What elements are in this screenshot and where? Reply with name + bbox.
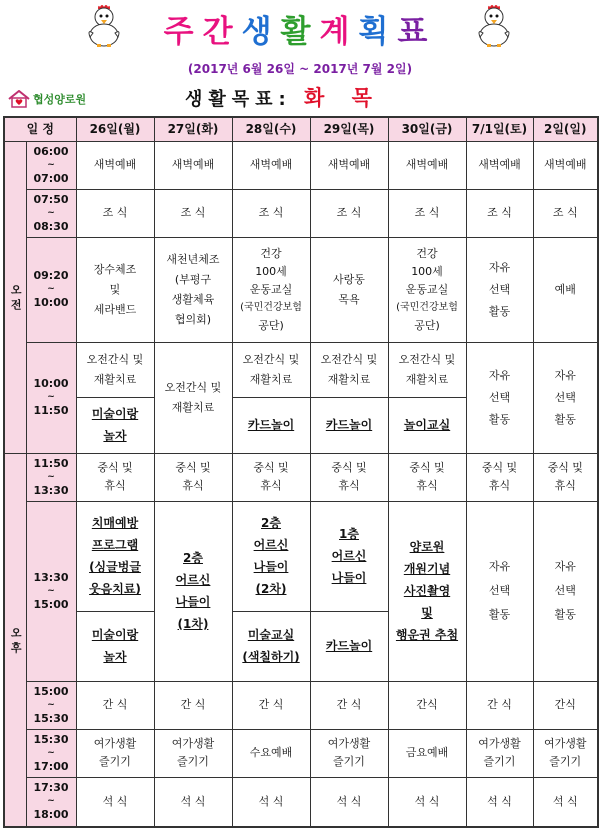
date-header: 일 정 (4, 117, 76, 141)
title-char: 간 (202, 14, 242, 50)
line: 재활치료 (249, 372, 293, 386)
line: 공단) (258, 318, 284, 332)
time-end: 15:00 (33, 597, 69, 611)
activity-cell (533, 453, 598, 501)
org-name: 협성양로원 (33, 93, 87, 106)
line: 활동 (488, 412, 511, 426)
activity-cell: 석 식 (533, 777, 598, 827)
line: 미술이랑 (91, 407, 139, 422)
activity-cell (232, 342, 310, 453)
activity-cell (310, 501, 388, 681)
line: 오전간식 및 (398, 352, 456, 366)
line: (국민건강보험 (240, 301, 302, 313)
line: 카드놀이 (247, 418, 295, 433)
line: 중식 및 (547, 461, 583, 474)
line: 예배 (554, 282, 576, 296)
activity-cell (76, 501, 154, 681)
activity-cell: 석 식 (310, 777, 388, 827)
cell-bottom (311, 611, 388, 680)
line: 목욕 (338, 292, 360, 306)
line: 1층 (339, 527, 359, 542)
time-end: 07:00 (33, 171, 69, 185)
weekly-schedule-table (3, 116, 599, 828)
time-slot: 10:00 ~ 11:50 (26, 342, 76, 453)
activity-cell: 조 식 (466, 189, 533, 237)
activity-cell: 수요예배 (232, 729, 310, 777)
cell-bottom (77, 611, 154, 680)
line: 개원기념 (403, 562, 451, 576)
activity-cell: 조 식 (310, 189, 388, 237)
line: 2층 (261, 516, 281, 531)
line: 휴식 (260, 479, 282, 492)
activity-cell (232, 237, 310, 342)
activity-cell: 석 식 (76, 777, 154, 827)
activity-cell (533, 342, 598, 453)
cell-bottom (77, 397, 154, 453)
line: 중식 및 (97, 461, 133, 474)
line: 재활치료 (171, 400, 215, 414)
line: 공단) (414, 318, 440, 332)
day-header: 27일(화) (154, 117, 232, 141)
line: 즐기기 (99, 755, 131, 768)
line: 중식 및 (331, 461, 367, 474)
day-header: 7/1일(토) (466, 117, 533, 141)
activity-cell (232, 501, 310, 681)
title-char: 활 (280, 14, 320, 50)
page-title (0, 6, 600, 50)
line: 어르신 (253, 538, 289, 553)
activity-cell: 새벽예배 (388, 141, 466, 189)
line: 자유 (554, 560, 576, 573)
time-end: 11:50 (33, 404, 69, 417)
cell-bottom (389, 397, 466, 453)
line: (1차) (177, 617, 209, 631)
cell-top (233, 343, 310, 398)
line: 즐기기 (483, 755, 516, 768)
time-end: 13:30 (33, 483, 69, 497)
line: 놀자 (103, 429, 127, 444)
schedule-period: (2017년 6월 26일 ~ 2017년 7월 2일) (187, 62, 413, 76)
time-start: 15:30 (33, 732, 69, 746)
activity-cell (310, 729, 388, 777)
activity-cell: 조 식 (388, 189, 466, 237)
cell-top (389, 343, 466, 398)
line: 휴식 (182, 479, 204, 492)
activity-cell: 간 식 (310, 681, 388, 729)
day-header: 28일(수) (232, 117, 310, 141)
line: (색칠하기) (242, 650, 300, 665)
activity-cell: 새벽예배 (310, 141, 388, 189)
line: 치매예방 (91, 516, 139, 531)
line: 건강 (416, 246, 438, 260)
line: 즐기기 (549, 755, 582, 768)
line: 및 (109, 282, 121, 296)
table-row (4, 342, 598, 453)
table-row (4, 237, 598, 342)
line: 나들이 (175, 595, 211, 609)
cell-top (311, 502, 388, 612)
line: 즐기기 (333, 755, 365, 768)
activity-cell (533, 237, 598, 342)
line: 선택 (488, 282, 511, 296)
line: (싱글벙글 (89, 560, 141, 575)
line: 놀이교실 (403, 418, 451, 433)
title-char: 획 (358, 14, 398, 50)
house-heart-icon (8, 90, 30, 108)
line: 카드놀이 (325, 418, 373, 433)
line: 나들이 (253, 560, 289, 575)
line: 협의회) (174, 312, 212, 326)
line: 활동 (554, 608, 576, 621)
line: 재활치료 (327, 372, 371, 386)
activity-cell (466, 729, 533, 777)
time-start: 07:50 (33, 192, 69, 206)
line: 사진촬영 (403, 584, 451, 598)
cell-top (77, 343, 154, 398)
activity-cell: 새벽예배 (232, 141, 310, 189)
time-start: 10:00 (33, 377, 69, 390)
day-header: 2일(일) (533, 117, 598, 141)
activity-cell: 새벽예배 (76, 141, 154, 189)
org-logo (8, 89, 86, 109)
morning-label (4, 141, 26, 453)
activity-cell (388, 237, 466, 342)
title-char: 주 (163, 14, 203, 50)
line: 자유 (488, 560, 511, 573)
cell-top (77, 502, 154, 612)
day-header: 26일(월) (76, 117, 154, 141)
line: 미술교실 (247, 628, 295, 643)
time-start: 13:30 (33, 570, 69, 584)
afternoon-label-text: 오 후 (9, 626, 23, 653)
time-start: 15:00 (33, 684, 69, 698)
time-end: 08:30 (33, 219, 69, 233)
activity-cell (388, 501, 466, 681)
time-start: 17:30 (33, 781, 69, 795)
line: 휴식 (338, 479, 360, 492)
line: 여가생활 (543, 737, 587, 750)
activity-cell: 석 식 (466, 777, 533, 827)
line: 카드놀이 (325, 639, 373, 654)
activity-cell (76, 453, 154, 501)
line: 양로원 (409, 540, 445, 554)
activity-cell: 간식 (533, 681, 598, 729)
activity-cell: 석 식 (154, 777, 232, 827)
line: 중식 및 (481, 461, 518, 474)
line: 운동교실 (405, 282, 449, 296)
time-slot: 09:20 ~ 10:00 (26, 237, 76, 342)
line: 오전간식 및 (320, 352, 378, 366)
time-slot: 17:30 ~ 18:00 (26, 777, 76, 827)
cell-top (311, 343, 388, 398)
line: 휴식 (488, 479, 511, 492)
line: 여가생활 (327, 737, 371, 750)
line: 선택 (488, 584, 511, 597)
line: 새천년체조 (166, 252, 220, 266)
line: 여가생활 (171, 737, 215, 750)
activity-cell (232, 453, 310, 501)
activity-cell: 조 식 (76, 189, 154, 237)
line: 프로그램 (91, 538, 139, 553)
table-header-row (4, 117, 598, 141)
line: 휴식 (104, 479, 126, 492)
line: 100세 (255, 264, 287, 278)
activity-cell (466, 501, 533, 681)
line: 즐기기 (177, 755, 209, 768)
activity-cell (388, 342, 466, 453)
activity-cell: 석 식 (388, 777, 466, 827)
line: 어르신 (175, 573, 211, 587)
line: 100세 (411, 264, 443, 278)
goal-label: 생활목표: (185, 89, 292, 110)
title-char: 생 (241, 14, 281, 50)
line: 중식 및 (409, 461, 445, 474)
line: 생활체육 (171, 292, 215, 306)
activity-cell (533, 729, 598, 777)
line: 장수체조 (93, 262, 137, 276)
title-char: 표 (397, 14, 437, 50)
time-end: 10:00 (33, 296, 69, 309)
morning-label-text: 오 전 (9, 284, 23, 310)
activity-cell (388, 453, 466, 501)
line: 휴식 (554, 479, 576, 492)
line: 휴식 (416, 479, 438, 492)
line: 자유 (488, 368, 511, 382)
line: 중식 및 (253, 461, 289, 474)
line: 활동 (554, 412, 576, 426)
line: 선택 (554, 390, 576, 404)
line: 건강 (260, 246, 282, 260)
title-char: 계 (319, 14, 359, 50)
life-goal (185, 82, 382, 112)
activity-cell (533, 501, 598, 681)
activity-cell: 간 식 (232, 681, 310, 729)
time-slot: 07:50 ~ 08:30 (26, 189, 76, 237)
activity-cell (310, 237, 388, 342)
activity-cell: 조 식 (533, 189, 598, 237)
table-row (4, 777, 598, 827)
time-slot: 06:00 ~ 07:00 (26, 141, 76, 189)
line: 자유 (488, 260, 511, 274)
line: 행운권 추첨 (395, 628, 459, 642)
time-end: 17:00 (33, 759, 69, 773)
activity-cell (76, 729, 154, 777)
line: (국민건강보험 (396, 301, 458, 313)
activity-cell: 새벽예배 (466, 141, 533, 189)
time-slot: 15:00 ~ 15:30 (26, 681, 76, 729)
activity-cell (154, 453, 232, 501)
activity-cell: 간 식 (154, 681, 232, 729)
activity-cell: 조 식 (154, 189, 232, 237)
cell-top (233, 502, 310, 612)
activity-cell (154, 237, 232, 342)
line: 재활치료 (405, 372, 449, 386)
activity-cell (466, 342, 533, 453)
activity-cell: 금요예배 (388, 729, 466, 777)
activity-cell (154, 342, 232, 453)
line: 자유 (554, 368, 576, 382)
line: 여가생활 (478, 737, 521, 750)
line: 활동 (488, 304, 511, 318)
line: 오전간식 및 (242, 352, 300, 366)
time-start: 09:20 (33, 269, 69, 282)
activity-cell: 간 식 (466, 681, 533, 729)
activity-cell (466, 453, 533, 501)
line: 오전간식 및 (164, 380, 222, 394)
day-header: 30일(금) (388, 117, 466, 141)
activity-cell: 간 식 (76, 681, 154, 729)
time-slot: 15:30 ~ 17:00 (26, 729, 76, 777)
activity-cell (76, 237, 154, 342)
line: 어르신 (331, 549, 367, 564)
line: 세라밴드 (93, 302, 137, 316)
time-start: 06:00 (33, 144, 69, 158)
activity-cell (310, 453, 388, 501)
goal-value: 화 목 (304, 86, 382, 110)
line: 및 (421, 606, 433, 620)
activity-cell: 조 식 (232, 189, 310, 237)
line: 오전간식 및 (86, 352, 144, 366)
line: 2층 (183, 551, 203, 565)
line: (2차) (255, 582, 287, 597)
table-row (4, 501, 598, 681)
line: 웃음치료) (89, 582, 141, 597)
time-start: 11:50 (33, 456, 69, 470)
time-end: 18:00 (33, 808, 69, 822)
line: 놀자 (103, 650, 127, 665)
line: 운동교실 (249, 282, 293, 296)
day-header: 29일(목) (310, 117, 388, 141)
line: 활동 (488, 608, 511, 621)
activity-cell (466, 237, 533, 342)
time-end: 15:30 (33, 711, 69, 725)
activity-cell (154, 501, 232, 681)
activity-cell (154, 729, 232, 777)
table-row (4, 189, 598, 237)
activity-cell: 새벽예배 (154, 141, 232, 189)
cell-bottom (233, 397, 310, 453)
line: 여가생활 (93, 737, 137, 750)
cell-bottom (311, 397, 388, 453)
line: 선택 (554, 584, 576, 597)
line: (부평구 (174, 272, 212, 286)
line: 선택 (488, 390, 511, 404)
cell-bottom (233, 611, 310, 680)
line: 사랑동 (333, 272, 365, 286)
line: 나들이 (331, 571, 367, 586)
line: 재활치료 (93, 372, 137, 386)
time-slot: 11:50 ~ 13:30 (26, 453, 76, 501)
line: 중식 및 (175, 461, 211, 474)
activity-cell: 석 식 (232, 777, 310, 827)
activity-cell: 새벽예배 (533, 141, 598, 189)
time-slot: 13:30 ~ 15:00 (26, 501, 76, 681)
afternoon-label (4, 453, 26, 827)
activity-cell (76, 342, 154, 453)
table-row (4, 729, 598, 777)
line: 미술이랑 (91, 628, 139, 643)
table-row (4, 681, 598, 729)
table-row (4, 453, 598, 501)
activity-cell: 간식 (388, 681, 466, 729)
table-row (4, 141, 598, 189)
activity-cell (310, 342, 388, 453)
